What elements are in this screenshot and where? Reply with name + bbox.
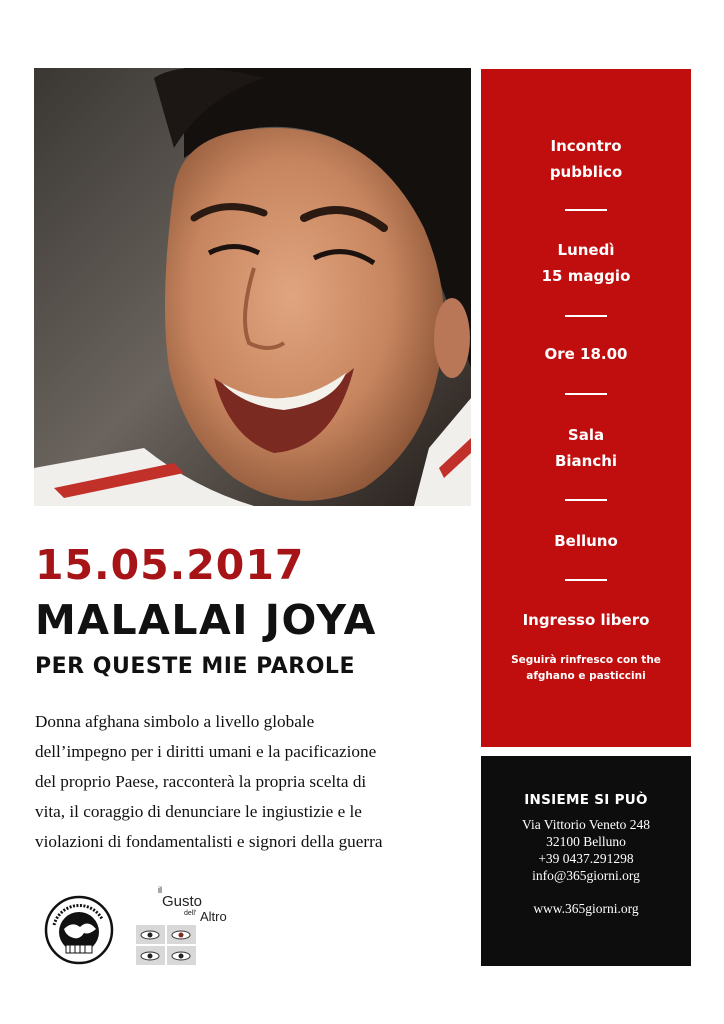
event-venue-line2: Bianchi bbox=[554, 452, 618, 470]
contact-email[interactable]: info@365giorni.org bbox=[532, 868, 640, 883]
contact-phone: +39 0437.291298 bbox=[538, 851, 634, 866]
description-line: Donna afghana simbolo a livello globale bbox=[35, 712, 315, 731]
event-type-line2: pubblico bbox=[549, 163, 623, 181]
description bbox=[35, 707, 475, 857]
event-note-line1: Seguirà rinfresco con the bbox=[511, 654, 661, 666]
separator bbox=[565, 579, 607, 581]
event-venue-line1: Sala bbox=[567, 426, 605, 444]
headline-date: 15.05.2017 bbox=[35, 541, 305, 589]
separator bbox=[565, 209, 607, 211]
description-line: del proprio Paese, racconterà la propria scelta di bbox=[35, 772, 367, 791]
description-line: dell’impegno per i diritti umani e la pacificazione bbox=[35, 742, 377, 761]
event-type bbox=[481, 133, 691, 185]
contact-city: 32100 Belluno bbox=[546, 834, 626, 849]
logo-text: il bbox=[158, 885, 162, 895]
eyes-grid-icon bbox=[136, 925, 196, 965]
event-time: Ore 18.00 bbox=[544, 345, 628, 363]
event-date bbox=[481, 237, 691, 289]
portrait-photo bbox=[34, 68, 471, 506]
contact-panel bbox=[481, 756, 691, 966]
event-date-text: 15 maggio bbox=[541, 267, 631, 285]
logo-text: dell' bbox=[184, 910, 197, 917]
insieme-si-puo-logo bbox=[44, 895, 114, 965]
contact-website[interactable]: www.365giorni.org bbox=[533, 901, 639, 916]
event-note-line2: afghano e pasticcini bbox=[526, 670, 646, 682]
event-entry: Ingresso libero bbox=[522, 611, 650, 629]
event-type-line1: Incontro bbox=[550, 137, 622, 155]
event-note bbox=[491, 652, 681, 684]
separator bbox=[565, 499, 607, 501]
event-city: Belluno bbox=[554, 532, 618, 550]
event-info-panel bbox=[481, 69, 691, 747]
separator bbox=[565, 315, 607, 317]
contact-street: Via Vittorio Veneto 248 bbox=[522, 817, 650, 832]
description-line: violazioni di fondamentalisti e signori della guerra bbox=[35, 832, 383, 851]
event-venue bbox=[481, 422, 691, 474]
separator bbox=[565, 393, 607, 395]
description-line: vita, il coraggio di denunciare le ingiustizie e le bbox=[35, 802, 362, 821]
logo-text: Altro bbox=[200, 909, 227, 924]
event-day: Lunedì bbox=[557, 241, 615, 259]
speaker-name: MALALAI JOYA bbox=[35, 596, 377, 644]
event-subtitle: PER QUESTE MIE PAROLE bbox=[35, 654, 355, 679]
gusto-altro-logo bbox=[136, 885, 246, 965]
logo-text: Gusto bbox=[162, 893, 203, 910]
contact-org: INSIEME SI PUÒ bbox=[524, 792, 648, 808]
